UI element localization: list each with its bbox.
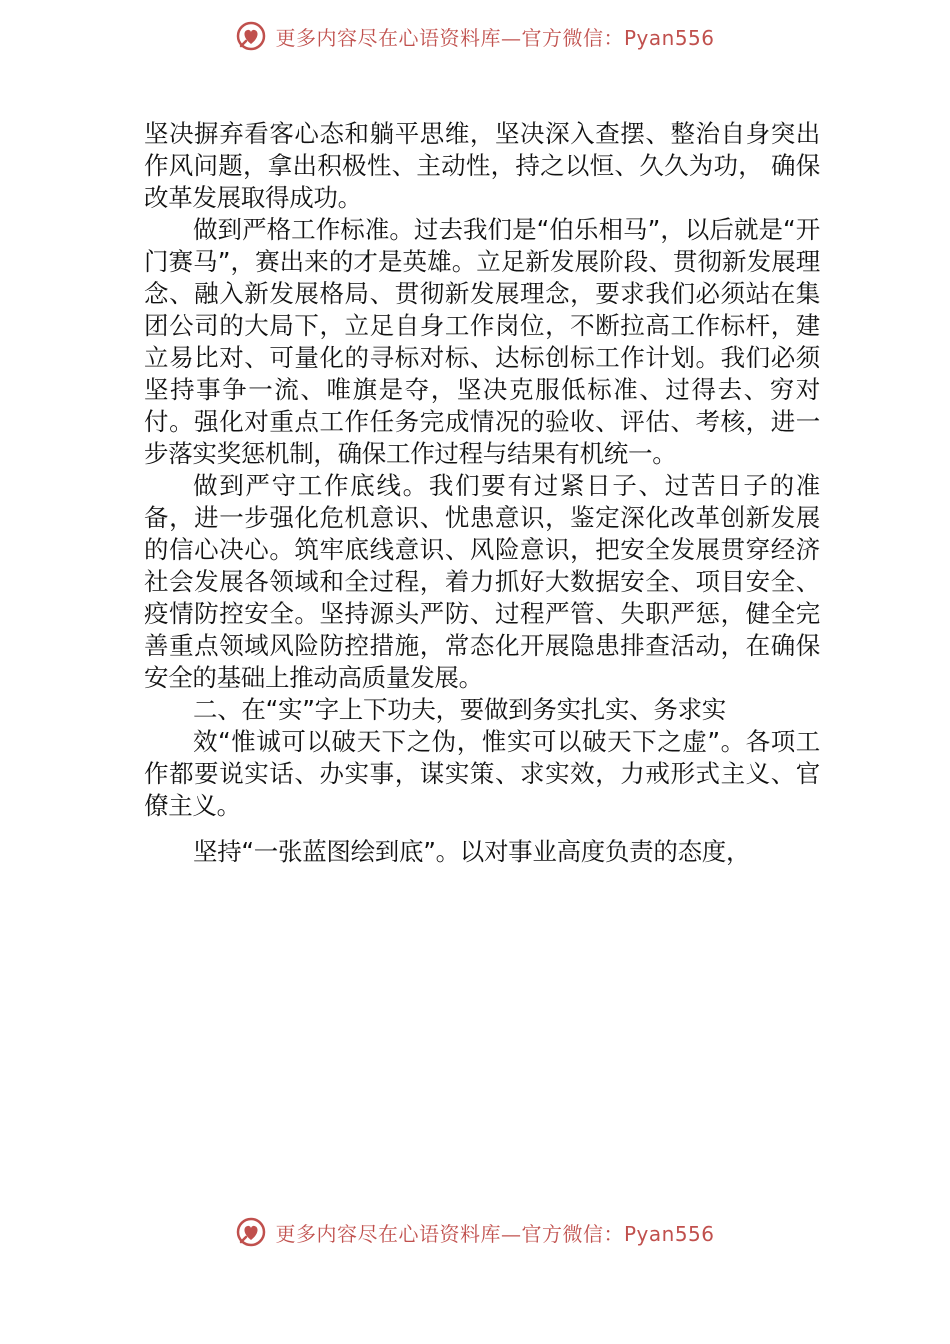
header-watermark [0,16,950,56]
paragraph-1: 坚决摒弃看客心态和躺平思维，坚决深入查摆、整治自身突出作风问题，拿出积极性、主动性，持之以恒、久久为功， 确保改革发展取得成功。 [144,119,820,212]
watermark-text: 更多内容尽在心语资料库—官方微信：Pyan556 [275,1221,715,1246]
circle-heart-logo-icon [235,20,267,52]
footer-watermark [0,1212,950,1252]
paragraph-3: 做到严守工作底线。我们要有过紧日子、过苦日子的准备，进一步强化危机意识、忧患意识，鉴定深化改革创新发展的信心决心。筑牢底线意识、风险意识，把安全发展贯穿经济社会发展各领域和全过程，着力抓好大数据安全、项目安全、疫情防控安全。坚持源头严防、过程严管、失职严惩，健全完善重点领域风险防控措施，常态化开展隐患排查活动，在确保安全的基础上推动高质量发展。 [144,471,820,692]
paragraph-2: 做到严格工作标准。过去我们是“伯乐相马”，以后就是“开门赛马”，赛出来的才是英雄。立足新发展阶段、贯彻新发展理念、融入新发展格局、贯彻新发展理念，要求我们必须站在集团公司的大局下，立足自身工作岗位，不断拉高工作标杆，建立易比对、可量化的寻标对标、达标创标工作计划。我们必须坚持事争一流、唯旗是夺，坚决克服低标准、过得去、穷对付。强化对重点工作任务完成情况的验收、评估、考核，进一步落实奖惩机制，确保工作过程与结果有机统一。 [144,215,820,468]
document-body [144,118,820,868]
watermark-text: 更多内容尽在心语资料库—官方微信：Pyan556 [275,25,715,50]
circle-heart-logo-icon [235,1216,267,1248]
section-heading: 二、在“实”字上下功夫，要做到务实扎实、务求实 [193,695,726,724]
paragraph-4: 效“惟诚可以破天下之伪，惟实可以破天下之虚”。各项工作都要说实话、办实事，谋实策、求实效，力戒形式主义、官僚主义。 [144,727,820,820]
paragraph-5: 坚持“一张蓝图绘到底”。以对事业高度负责的态度， [193,837,751,866]
